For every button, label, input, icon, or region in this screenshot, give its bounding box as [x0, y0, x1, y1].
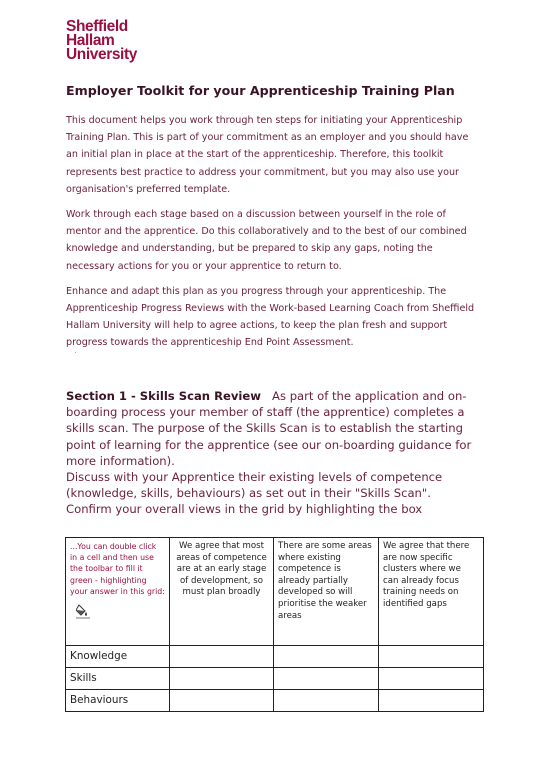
intro-paragraph-3: Enhance and adapt this plan as you progress through your apprenticeship. The Apprenticeship Progress Reviews with the Work-based Learning Coach from Sheffield Hallam University will help to agree actions, to keep the plan fresh and support progress towards the apprenticeship End Point Assessment. [66, 285, 475, 349]
university-logo [66, 20, 137, 62]
stray-mark [75, 352, 76, 353]
grid-row-behaviours [66, 690, 484, 712]
section-1-heading: Section 1 - Skills Scan Review [66, 389, 261, 403]
grid-column-partially-developed[interactable]: There are some areas where existing competence is already partially developed so will prioritise the weaker areas [274, 538, 379, 646]
grid-instruction-cell[interactable] [66, 538, 170, 646]
document-title: Employer Toolkit for your Apprenticeship Training Plan [66, 83, 455, 98]
logo-line-2: Hallam [66, 32, 115, 49]
section-1-discuss: Discuss with your Apprentice their existing levels of competence (knowledge, skills, behaviours) as set out in their "Skills Scan". [66, 470, 443, 501]
row-label-skills: Skills [66, 668, 170, 690]
paint-bucket-icon [76, 603, 90, 619]
cell-behaviours-partial[interactable] [274, 690, 379, 712]
cell-skills-early[interactable] [170, 668, 274, 690]
grid-row-knowledge [66, 646, 484, 668]
grid-column-specific-clusters[interactable]: We agree that there are now specific clusters where we can already focus training needs on identified gaps [379, 538, 484, 646]
grid-column-early-stage[interactable]: We agree that most areas of competence are at an early stage of development, so must plan broadly [170, 538, 274, 646]
cell-behaviours-early[interactable] [170, 690, 274, 712]
cell-knowledge-early[interactable] [170, 646, 274, 668]
grid-row-skills [66, 668, 484, 690]
row-label-knowledge: Knowledge [66, 646, 170, 668]
row-label-behaviours: Behaviours [66, 690, 170, 712]
section-1-confirm: Confirm your overall views in the grid by highlighting the box [66, 502, 423, 517]
cell-skills-clusters[interactable] [379, 668, 484, 690]
cell-skills-partial[interactable] [274, 668, 379, 690]
section-1 [66, 388, 486, 518]
skills-scan-grid [65, 537, 484, 712]
cell-knowledge-clusters[interactable] [379, 646, 484, 668]
section-1-intro [66, 388, 486, 469]
intro-section [66, 112, 480, 360]
logo-line-1: Sheffield [66, 18, 128, 35]
section-1-intro-text: As part of the application and on-boarding process your member of staff (the apprentice) completes a skills scan. The purpose of the Skills Scan is to establish the starting point of learning for the apprentice (see our on-boarding guidance for more information). [66, 389, 472, 468]
cell-behaviours-clusters[interactable] [379, 690, 484, 712]
cell-knowledge-partial[interactable] [274, 646, 379, 668]
intro-paragraph-1: This document helps you work through ten steps for initiating your Apprenticeship Training Plan. This is part of your commitment as an employer and you should have an initial plan in place at the start of the apprenticeship. Therefore, this toolkit represents best practice to address your commitment, but you may also use your organisation's preferred template. [66, 115, 469, 195]
grid-instruction-text: ...You can double click in a cell and then use the toolbar to fill it green - highlighting your answer in this grid: [70, 542, 165, 596]
intro-paragraph-2: Work through each stage based on a discussion between yourself in the role of mentor and the apprentice. Do this collaboratively and to the best of our combined knowledge and understanding, but be prepared to skip any gaps, noting the necessary actions for you or your apprentice to return to. [66, 209, 467, 272]
logo-line-3: University [66, 46, 137, 63]
grid-header-row [66, 538, 484, 646]
